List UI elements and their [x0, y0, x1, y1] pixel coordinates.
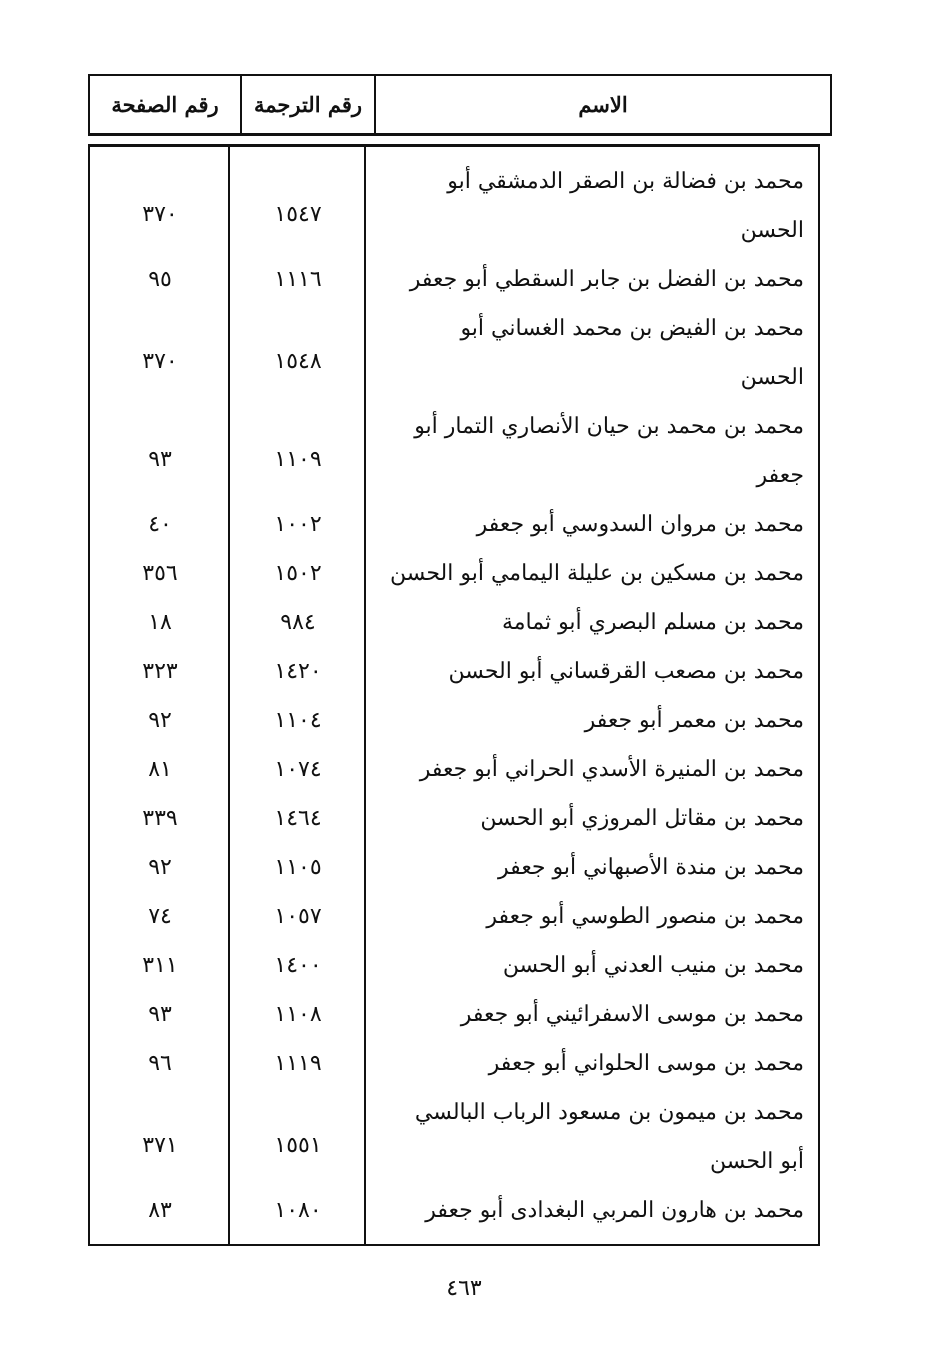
- table-row: [90, 500, 818, 549]
- name-cell: [366, 647, 818, 696]
- name-line: جعفر: [756, 463, 804, 488]
- table-rows: [90, 157, 818, 1235]
- page-number-cell: ٣٢٣: [142, 659, 178, 684]
- name-line: محمد بن معمر أبو جعفر: [584, 708, 804, 733]
- name-cell: [366, 990, 818, 1039]
- name-cell: [366, 941, 818, 990]
- name-line: محمد بن موسى الاسفرائيني أبو جعفر: [460, 1002, 804, 1027]
- table-row: [90, 745, 818, 794]
- translation-number-cell: ١٥٤٨: [274, 349, 322, 374]
- translation-number-cell: ١٤٠٠: [274, 953, 322, 978]
- translation-number-cell: ١١٠٥: [274, 855, 322, 880]
- table-body: [88, 144, 820, 1246]
- name-cell: [366, 843, 818, 892]
- name-cell: [366, 304, 818, 402]
- translation-number-cell: ١٤٦٤: [274, 806, 322, 831]
- table-row: [90, 255, 818, 304]
- name-cell: [366, 1039, 818, 1088]
- name-cell: [366, 157, 818, 255]
- table-row: [90, 941, 818, 990]
- table-row: [90, 1088, 818, 1186]
- table-row: [90, 1039, 818, 1088]
- page-number-cell: ٣٣٩: [142, 806, 178, 831]
- table-row: [90, 990, 818, 1039]
- name-cell: [366, 892, 818, 941]
- table-row: [90, 794, 818, 843]
- translation-number-cell: ١٠٧٤: [274, 757, 322, 782]
- page-number-cell: ٣٧٠: [142, 202, 178, 227]
- table-row: [90, 402, 818, 500]
- page-number-cell: ٩٢: [148, 855, 172, 880]
- table-row: [90, 843, 818, 892]
- name-line: محمد بن مروان السدوسي أبو جعفر: [476, 512, 804, 537]
- index-table: [88, 74, 832, 1246]
- name-cell: [366, 794, 818, 843]
- translation-number-cell: ١١٠٤: [274, 708, 322, 733]
- translation-number-cell: ١١١٦: [274, 267, 322, 292]
- translation-number-cell: ٩٨٤: [280, 610, 316, 635]
- name-cell: [366, 696, 818, 745]
- name-cell: [366, 1186, 818, 1235]
- translation-number-cell: ١٥٥١: [274, 1133, 322, 1158]
- name-line: محمد بن الفيض بن محمد الغساني أبو: [460, 316, 804, 341]
- table-row: [90, 696, 818, 745]
- translation-number-cell: ١١١٩: [274, 1051, 322, 1076]
- page-number-cell: ٩٢: [148, 708, 172, 733]
- name-cell: [366, 549, 818, 598]
- name-line: محمد بن منيب العدني أبو الحسن: [502, 953, 804, 978]
- translation-number-cell: ١٠٥٧: [274, 904, 322, 929]
- translation-number-cell: ١٠٠٢: [274, 512, 322, 537]
- page-number-cell: ٣١١: [142, 953, 178, 978]
- page-number-cell: ٧٤: [148, 904, 172, 929]
- name-line: محمد بن ميمون بن مسعود الرباب البالسي: [414, 1100, 804, 1125]
- name-cell: [366, 255, 818, 304]
- table-row: [90, 304, 818, 402]
- header-translation-number: رقم الترجمة: [240, 76, 374, 133]
- page-number-cell: ٩٥: [148, 267, 172, 292]
- page-number-cell: ٣٥٦: [142, 561, 178, 586]
- page-number-cell: ١٨: [148, 610, 172, 635]
- name-line: محمد بن منصور الطوسي أبو جعفر: [486, 904, 804, 929]
- page-number-cell: ٨١: [148, 757, 172, 782]
- name-cell: [366, 1088, 818, 1186]
- name-line: محمد بن مندة الأصبهاني أبو جعفر: [498, 855, 804, 880]
- translation-number-cell: ١٠٨٠: [274, 1198, 322, 1223]
- name-line: محمد بن محمد بن حيان الأنصاري التمار أبو: [414, 414, 804, 439]
- page-number-cell: ٨٣: [148, 1198, 172, 1223]
- page-number-cell: ٣٧١: [142, 1133, 178, 1158]
- name-cell: [366, 745, 818, 794]
- translation-number-cell: ١١٠٩: [274, 447, 322, 472]
- name-line: محمد بن فضالة بن الصقر الدمشقي أبو: [447, 169, 804, 194]
- header-name: الاسم: [374, 76, 830, 133]
- page-number-cell: ٩٣: [148, 447, 172, 472]
- translation-number-cell: ١٤٢٠: [274, 659, 322, 684]
- name-line: محمد بن مسلم البصري أبو ثمامة: [501, 610, 804, 635]
- table-row: [90, 598, 818, 647]
- page-number-cell: ٩٣: [148, 1002, 172, 1027]
- table-row: [90, 549, 818, 598]
- table-row: [90, 1186, 818, 1235]
- name-line: الحسن: [740, 218, 804, 243]
- name-line: محمد بن موسى الحلواني أبو جعفر: [488, 1051, 804, 1076]
- name-line: الحسن: [740, 365, 804, 390]
- name-line: أبو الحسن: [710, 1149, 804, 1174]
- translation-number-cell: ١٥٠٢: [274, 561, 322, 586]
- name-line: محمد بن المنيرة الأسدي الحراني أبو جعفر: [419, 757, 804, 782]
- table-row: [90, 157, 818, 255]
- name-line: محمد بن مصعب القرقساني أبو الحسن: [448, 659, 804, 684]
- name-line: محمد بن هارون المربي البغدادى أبو جعفر: [425, 1198, 804, 1223]
- name-cell: [366, 598, 818, 647]
- page-number: ٤٦٣: [446, 1276, 482, 1301]
- page-number-cell: ٣٧٠: [142, 349, 178, 374]
- table-row: [90, 892, 818, 941]
- translation-number-cell: ١١٠٨: [274, 1002, 322, 1027]
- table-header: [88, 74, 832, 136]
- table-row: [90, 647, 818, 696]
- page-number-cell: ٩٦: [148, 1051, 172, 1076]
- page-number-cell: ٤٠: [148, 512, 172, 537]
- name-line: محمد بن مسكين بن عليلة اليمامي أبو الحسن: [389, 561, 804, 586]
- name-line: محمد بن الفضل بن جابر السقطي أبو جعفر: [409, 267, 804, 292]
- translation-number-cell: ١٥٤٧: [274, 202, 322, 227]
- name-cell: [366, 500, 818, 549]
- name-line: محمد بن مقاتل المروزي أبو الحسن: [480, 806, 804, 831]
- header-page-number: رقم الصفحة: [111, 92, 219, 117]
- name-cell: [366, 402, 818, 500]
